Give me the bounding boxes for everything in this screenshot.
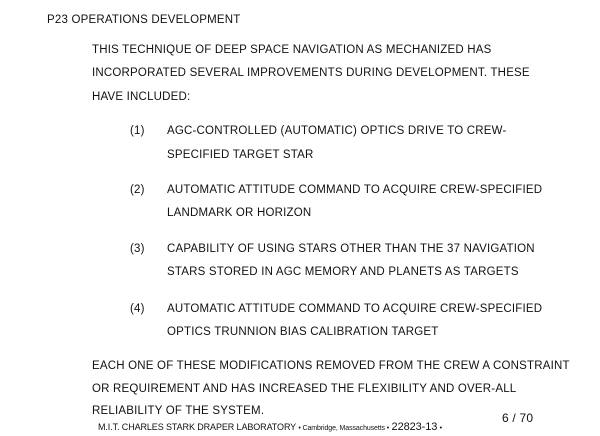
item-number: (2): [130, 184, 145, 196]
item-line: OPTICS TRUNNION BIAS CALIBRATION TARGET: [167, 326, 439, 338]
conclusion-line: EACH ONE OF THESE MODIFICATIONS REMOVED FROM THE CREW A CONSTRAINT: [92, 360, 570, 372]
page-indicator: 6 / 70: [502, 411, 534, 425]
footer-location: • Cambridge, Massachusetts •: [298, 425, 390, 432]
footer: [98, 421, 442, 435]
conclusion-line: RELIABILITY OF THE SYSTEM.: [92, 405, 265, 417]
item-number: (1): [130, 125, 145, 137]
item-number: (3): [130, 243, 145, 255]
item-line: SPECIFIED TARGET STAR: [167, 149, 314, 161]
item-line: AUTOMATIC ATTITUDE COMMAND TO ACQUIRE CREW-SPECIFIED: [167, 184, 543, 196]
intro-line: HAVE INCLUDED:: [92, 91, 191, 103]
item-line: CAPABILITY OF USING STARS OTHER THAN THE 37 NAVIGATION: [167, 243, 535, 255]
footer-doc-number: 22823-13: [391, 421, 438, 433]
intro-line: INCORPORATED SEVERAL IMPROVEMENTS DURING DEVELOPMENT. THESE: [92, 67, 530, 79]
conclusion-line: OR REQUIREMENT AND HAS INCREASED THE FLEXIBILITY AND OVER-ALL: [92, 383, 517, 395]
section-heading: P23 OPERATIONS DEVELOPMENT: [47, 14, 241, 26]
item-line: AGC-CONTROLLED (AUTOMATIC) OPTICS DRIVE TO CREW-: [167, 125, 507, 137]
item-line: LANDMARK OR HORIZON: [167, 207, 312, 219]
item-line: AUTOMATIC ATTITUDE COMMAND TO ACQUIRE CREW-SPECIFIED: [167, 303, 543, 315]
intro-line: THIS TECHNIQUE OF DEEP SPACE NAVIGATION AS MECHANIZED HAS: [92, 44, 492, 56]
footer-lab: M.I.T. CHARLES STARK DRAPER LABORATORY: [98, 422, 296, 432]
item-number: (4): [130, 303, 145, 315]
footer-separator: •: [439, 425, 442, 432]
item-line: STARS STORED IN AGC MEMORY AND PLANETS AS TARGETS: [167, 266, 519, 278]
